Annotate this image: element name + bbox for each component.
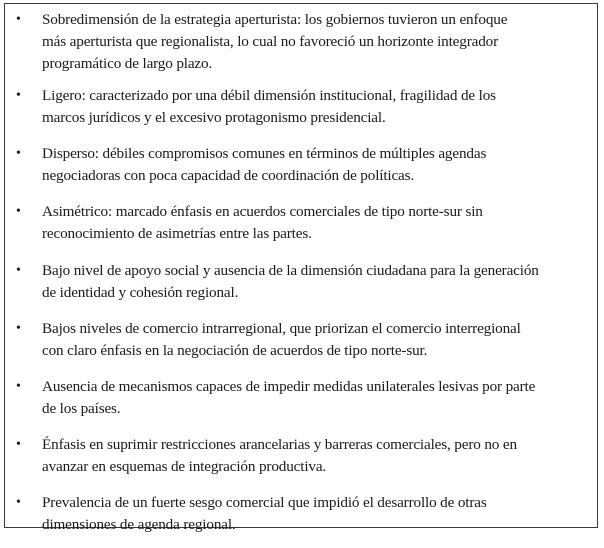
list-item-text bbox=[42, 143, 591, 187]
text-line: marcos jurídicos y el excesivo protagonismo presidencial. bbox=[42, 109, 386, 126]
text-line: Prevalencia de un fuerte sesgo comercial que impidió el desarrollo de otras bbox=[42, 494, 487, 512]
bullet-icon: • bbox=[16, 262, 21, 278]
list-item-text bbox=[42, 376, 591, 420]
list-item bbox=[5, 257, 597, 315]
text-line: con claro énfasis en la negociación de acuerdos de tipo norte-sur. bbox=[42, 341, 428, 359]
bullet-icon: • bbox=[16, 204, 21, 220]
list-item-text bbox=[42, 434, 591, 478]
bullet-list bbox=[5, 6, 597, 548]
list-item-text bbox=[42, 9, 591, 75]
bullet-icon: • bbox=[16, 378, 21, 394]
list-item bbox=[5, 140, 597, 198]
list-item-text bbox=[42, 260, 591, 304]
text-line: Asimétrico: marcado énfasis en acuerdos comerciales de tipo norte-sur sin bbox=[42, 203, 483, 221]
text-line: Bajo nivel de apoyo social y ausencia de la dimensión ciudadana para la generación bbox=[42, 261, 539, 279]
list-item-text bbox=[42, 318, 591, 362]
list-item bbox=[5, 198, 597, 256]
text-line: dimensiones de agenda regional. bbox=[42, 516, 236, 534]
bordered-text-box bbox=[4, 3, 598, 534]
text-line: Disperso: débiles compromisos comunes en términos de múltiples agendas bbox=[42, 145, 487, 163]
text-line: avanzar en esquemas de integración productiva. bbox=[42, 458, 327, 476]
bullet-icon: • bbox=[16, 88, 21, 103]
list-item bbox=[5, 431, 597, 489]
bullet-icon: • bbox=[16, 437, 21, 453]
list-item-text bbox=[42, 201, 591, 245]
list-item bbox=[5, 373, 597, 431]
list-item-text bbox=[42, 492, 591, 536]
text-line: Bajos niveles de comercio intrarregional, que priorizan el comercio interregional bbox=[42, 319, 521, 337]
text-line: Sobredimensión de la estrategia aperturista: los gobiernos tuvieron un enfoque bbox=[42, 11, 508, 28]
bullet-icon: • bbox=[16, 495, 21, 511]
text-line: Ligero: caracterizado por una débil dimensión institucional, fragilidad de los bbox=[42, 87, 496, 104]
text-line: de los países. bbox=[42, 399, 121, 417]
text-line: reconocimiento de asimetrías entre las partes. bbox=[42, 225, 312, 243]
list-item-text bbox=[42, 85, 591, 129]
text-line: más aperturista que regionalista, lo cual no favoreció un horizonte integrador bbox=[42, 33, 498, 50]
list-item bbox=[5, 315, 597, 373]
text-line: negociadoras con poca capacidad de coordinación de políticas. bbox=[42, 167, 415, 185]
text-line: programático de largo plazo. bbox=[42, 55, 213, 72]
text-line: Ausencia de mecanismos capaces de impedir medidas unilaterales lesivas por parte bbox=[42, 377, 536, 395]
list-item bbox=[5, 82, 597, 140]
text-line: de identidad y cohesión regional. bbox=[42, 283, 239, 301]
text-line: Énfasis en suprimir restricciones arancelarias y barreras comerciales, pero no en bbox=[42, 436, 517, 454]
list-item bbox=[5, 6, 597, 82]
bullet-icon: • bbox=[16, 320, 21, 336]
list-item bbox=[5, 489, 597, 547]
bullet-icon: • bbox=[16, 146, 21, 162]
bullet-icon: • bbox=[16, 12, 21, 27]
